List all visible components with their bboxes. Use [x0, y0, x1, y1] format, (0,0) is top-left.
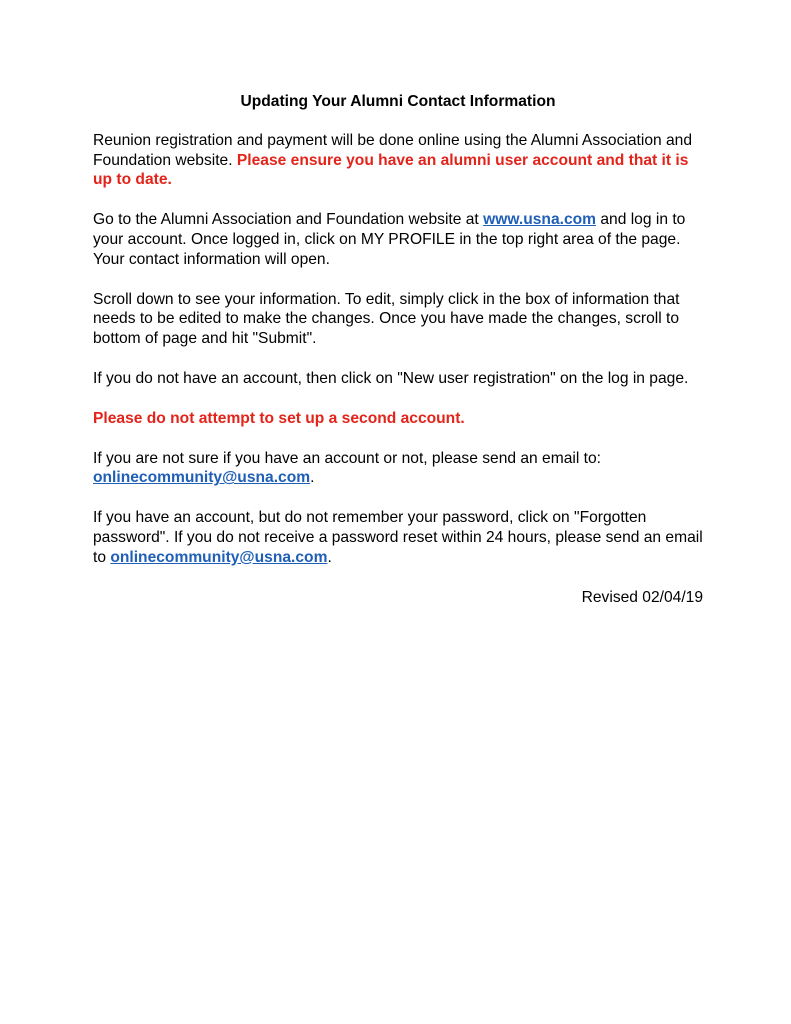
login-text-before: Go to the Alumni Association and Foundation website at [93, 211, 484, 229]
paragraph-forgotten-password [93, 508, 703, 567]
second-account-warning: Please do not attempt to set up a second account. [93, 409, 465, 427]
paragraph-edit-instructions: Scroll down to see your information. To edit, simply click in the box of information that needs to be edited to make the changes. Once you have made the changes, scroll to bottom of page and hit "Submit". [93, 290, 680, 348]
online-community-email-link[interactable]: onlinecommunity@usna.com [93, 469, 311, 487]
usna-website-link[interactable]: www.usna.com [483, 211, 597, 229]
page-title: Updating Your Alumni Contact Information [240, 93, 556, 110]
account-unsure-period: . [310, 469, 315, 487]
forgotten-password-period: . [327, 548, 332, 566]
password-reset-email-link[interactable]: onlinecommunity@usna.com [110, 548, 328, 566]
paragraph-login-instructions [93, 210, 703, 269]
paragraph-registration-text: Reunion registration and payment will be done online using the Alumni Association and Foundation website. [93, 131, 693, 169]
forgotten-password-text: If you have an account, but do not remember your password, click on "Forgotten password". If you do not receive a password reset within 24 hours, please send an email to [93, 509, 703, 566]
paragraph-new-account: If you do not have an account, then click on "New user registration" on the log in page. [93, 369, 689, 387]
account-unsure-text: If you are not sure if you have an account or not, please send an email to: [93, 449, 601, 467]
paragraph-account-unsure [93, 449, 703, 489]
account-warning-emphasis: Please ensure you have an alumni user account and that it is up to date. [93, 151, 689, 189]
paragraph-registration [93, 131, 703, 190]
revised-date: Revised 02/04/19 [581, 588, 703, 606]
document-body [93, 92, 703, 627]
login-text-after: and log in to your account. Once logged in, click on MY PROFILE in the top right area of the page. Your contact information will open. [93, 211, 686, 268]
